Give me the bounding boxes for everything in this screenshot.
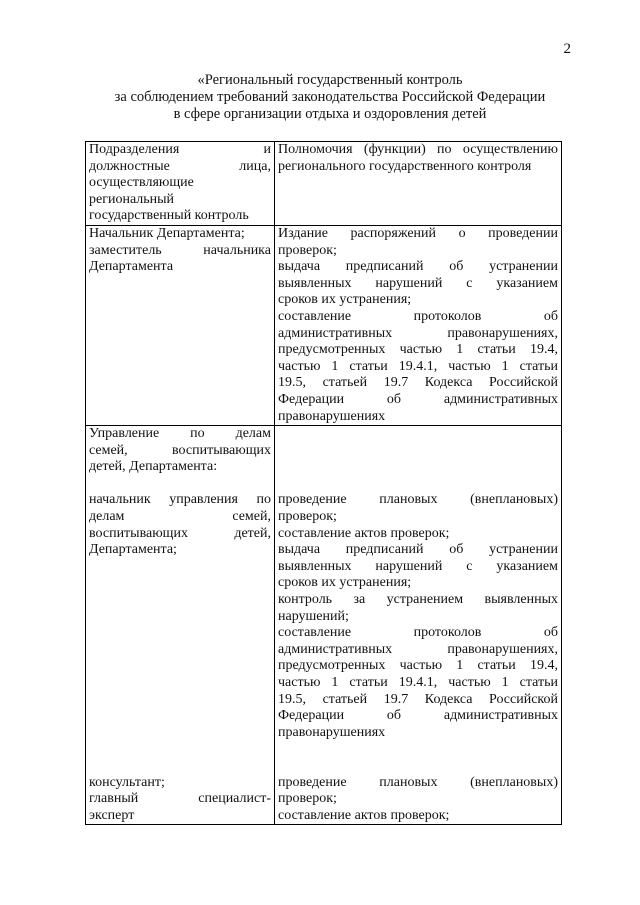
cell-text-line: правонарушениях <box>278 408 386 424</box>
cell-text-line: главный специалист- <box>89 791 271 807</box>
row2-officials <box>86 426 275 825</box>
cell-text-line: контроль за устранением выявленных <box>278 592 558 608</box>
cell-text-line: воспитывающих детей, <box>89 525 271 541</box>
header-col-powers <box>275 142 562 226</box>
cell-text-line: проверок; <box>278 242 337 258</box>
row2-head-of-unit <box>89 492 271 558</box>
cell-text-line: частью 1 статьи 19.4.1, частью 1 статьи <box>278 675 558 691</box>
cell-text-line: Федерации об административных <box>278 391 558 407</box>
title-line-1: «Региональный государственный контроль <box>197 72 463 88</box>
cell-text-line: начальник управления по <box>89 492 271 508</box>
cell-text-line: 19.5, статьей 19.7 Кодекса Российской <box>278 375 558 391</box>
cell-text-line: делам семей, <box>89 509 271 525</box>
cell-text-line: составление актов проверок; <box>278 525 450 541</box>
title-line-3: в сфере организации отдыха и оздоровления детей <box>173 105 487 122</box>
cell-text-line: административных правонарушениях, <box>278 325 558 341</box>
cell-text-line: заместитель начальника <box>89 242 271 258</box>
cell-text-line: региональный <box>89 191 175 207</box>
document-title <box>60 72 600 122</box>
row2-intro <box>89 426 271 476</box>
cell-text-line: семей, воспитывающих <box>89 442 271 458</box>
cell-text-line: выявленных нарушений с указанием <box>278 275 558 291</box>
cell-text-line: Департамента; <box>89 542 177 558</box>
row2-powers-consultant <box>278 775 558 825</box>
row1-powers <box>275 225 562 425</box>
cell-text-line: выдача предписаний об устранении <box>278 259 558 275</box>
cell-text-line: Издание распоряжений о проведении <box>278 225 558 241</box>
cell-text-line: Федерации об административных <box>278 708 558 724</box>
cell-text-line: предусмотренных частью 1 статьи 19.4, <box>278 658 558 674</box>
cell-text-line: Подразделения и <box>89 142 271 157</box>
cell-text-line: выявленных нарушений с указанием <box>278 558 558 574</box>
row2-consultant <box>89 775 271 825</box>
cell-text-line: консультант; <box>89 774 165 790</box>
row2-powers <box>275 426 562 825</box>
cell-text-line: выдача предписаний об устранении <box>278 542 558 558</box>
header-col-units <box>86 142 275 226</box>
cell-text-line: Полномочия (функции) по осуществлению <box>278 142 558 157</box>
cell-text-line: детей, Департамента: <box>89 459 218 475</box>
row2-powers-head <box>278 492 558 741</box>
title-line-2: за соблюдением требований законодательства Российской Федерации <box>114 88 546 105</box>
table-row <box>86 225 562 425</box>
cell-text-line: эксперт <box>89 807 135 823</box>
cell-text-line: предусмотренных частью 1 статьи 19.4, <box>278 342 558 358</box>
row1-officials <box>86 225 275 425</box>
cell-text-line: проведение плановых (внеплановых) <box>278 774 558 790</box>
cell-text-line: должностные лица, <box>89 158 271 174</box>
cell-text-line: частью 1 статьи 19.4.1, частью 1 статьи <box>278 358 558 374</box>
cell-text-line: проверок; <box>278 791 337 807</box>
cell-text-line: Департамента <box>89 259 174 275</box>
cell-text-line: правонарушениях <box>278 724 386 740</box>
cell-text-line: осуществляющие <box>89 175 194 191</box>
cell-text-line: Управление по делам <box>89 426 271 442</box>
cell-text-line: государственный контроль <box>89 208 249 224</box>
cell-text-line: административных правонарушениях, <box>278 641 558 657</box>
cell-text-line: регионального государственного контроля <box>278 158 532 174</box>
table-header-row <box>86 142 562 226</box>
cell-text-line: составление актов проверок; <box>278 807 450 823</box>
table-row <box>86 426 562 825</box>
cell-text-line: сроков их устранения; <box>278 292 412 308</box>
cell-text-line: сроков их устранения; <box>278 575 412 591</box>
authority-table <box>85 141 562 825</box>
cell-text-line: составление протоколов об <box>278 308 558 324</box>
cell-text-line: проверок; <box>278 509 337 525</box>
cell-text-line: составление протоколов об <box>278 625 558 641</box>
cell-text-line: нарушений; <box>278 608 349 624</box>
page-number: 2 <box>563 41 571 57</box>
cell-text-line: Начальник Департамента; <box>89 225 245 241</box>
cell-text-line: 19.5, статьей 19.7 Кодекса Российской <box>278 691 558 707</box>
cell-text-line: проведение плановых (внеплановых) <box>278 492 558 508</box>
